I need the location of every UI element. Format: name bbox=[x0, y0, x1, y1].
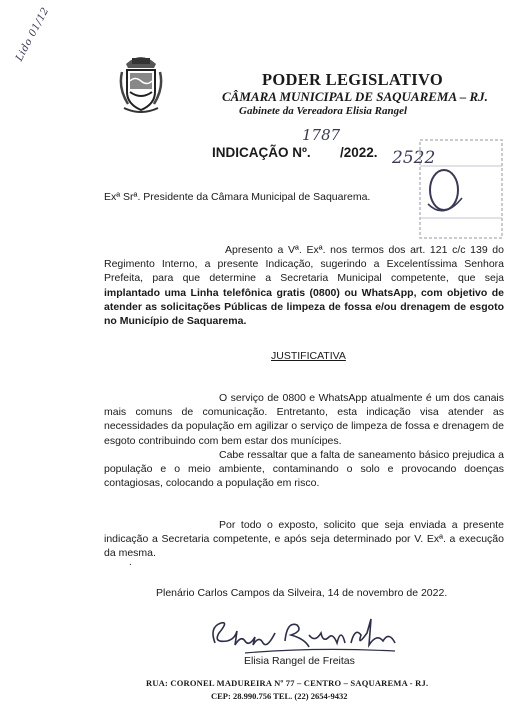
intro-text: Apresento a Vª. Exª. nos termos dos art. 121 c/c 139 do Regimento Interno, a presente Indicação, sugerindo a Excelentíssima Senhora Prefeita, para que determine a Secretaria Municipal competente, que seja bbox=[104, 244, 504, 285]
justification-paragraph-3: Por todo o exposto, solicito que seja enviada a presente indicação a Secretaria competente, e após seja determinado por V. Exª. a execução da mesma. bbox=[104, 519, 504, 560]
coat-of-arms-icon bbox=[118, 48, 164, 116]
header-office: Gabinete da Vereadora Elisia Rangel bbox=[239, 105, 408, 117]
indication-number-handwritten: 1787 bbox=[302, 126, 341, 144]
indication-label: INDICAÇÃO Nº. bbox=[212, 145, 311, 160]
justification-paragraph-1: O serviço de 0800 e WhatsApp atualmente é um dos canais mais comuns de comunicação. Entretanto, esta indicação visa atender as necessidades da população em agilizar o serviço de limpeza de fossa e drenagem de esgoto contribuindo com bem estar dos munícipes. bbox=[104, 392, 504, 447]
intro-bold-request: implantado uma Linha telefônica gratis (0800) ou WhatsApp, com objetivo de atender as solicitações Públicas de limpeza de fossa e/ou drenagem de esgoto no Município de Saquarema. bbox=[104, 286, 504, 328]
margin-handwritten-note: Lido 01/12 bbox=[14, 5, 52, 64]
addressee: Exª Srª. Presidente da Câmara Municipal de Saquarema. bbox=[104, 191, 371, 203]
footer-address: RUA: CORONEL MADUREIRA Nº 77 – CENTRO – SAQUAREMA - RJ. bbox=[146, 678, 429, 688]
intro-paragraph bbox=[104, 243, 504, 328]
header-title: PODER LEGISLATIVO bbox=[262, 70, 443, 89]
header-chamber: CÂMARA MUNICIPAL DE SAQUAREMA – RJ. bbox=[222, 89, 488, 104]
footer-contact: CEP: 28.990.756 TEL. (22) 2654-9432 bbox=[211, 691, 348, 701]
stamp-number-handwritten: 2522 bbox=[392, 148, 436, 168]
stray-dot: . bbox=[129, 557, 132, 568]
handwritten-signature bbox=[205, 613, 405, 657]
signer-name: Elisia Rangel de Freitas bbox=[244, 655, 355, 667]
justification-title: JUSTIFICATIVA bbox=[271, 350, 346, 362]
justification-paragraph-2: Cabe ressaltar que a falta de saneamento básico prejudica a população e o meio ambiente, contaminando o solo e provocando doenças contagiosas, colocando a população em risco. bbox=[104, 449, 504, 490]
place-date: Plenário Carlos Campos da Silveira, 14 de novembro de 2022. bbox=[156, 587, 448, 599]
indication-year: /2022. bbox=[340, 145, 378, 160]
